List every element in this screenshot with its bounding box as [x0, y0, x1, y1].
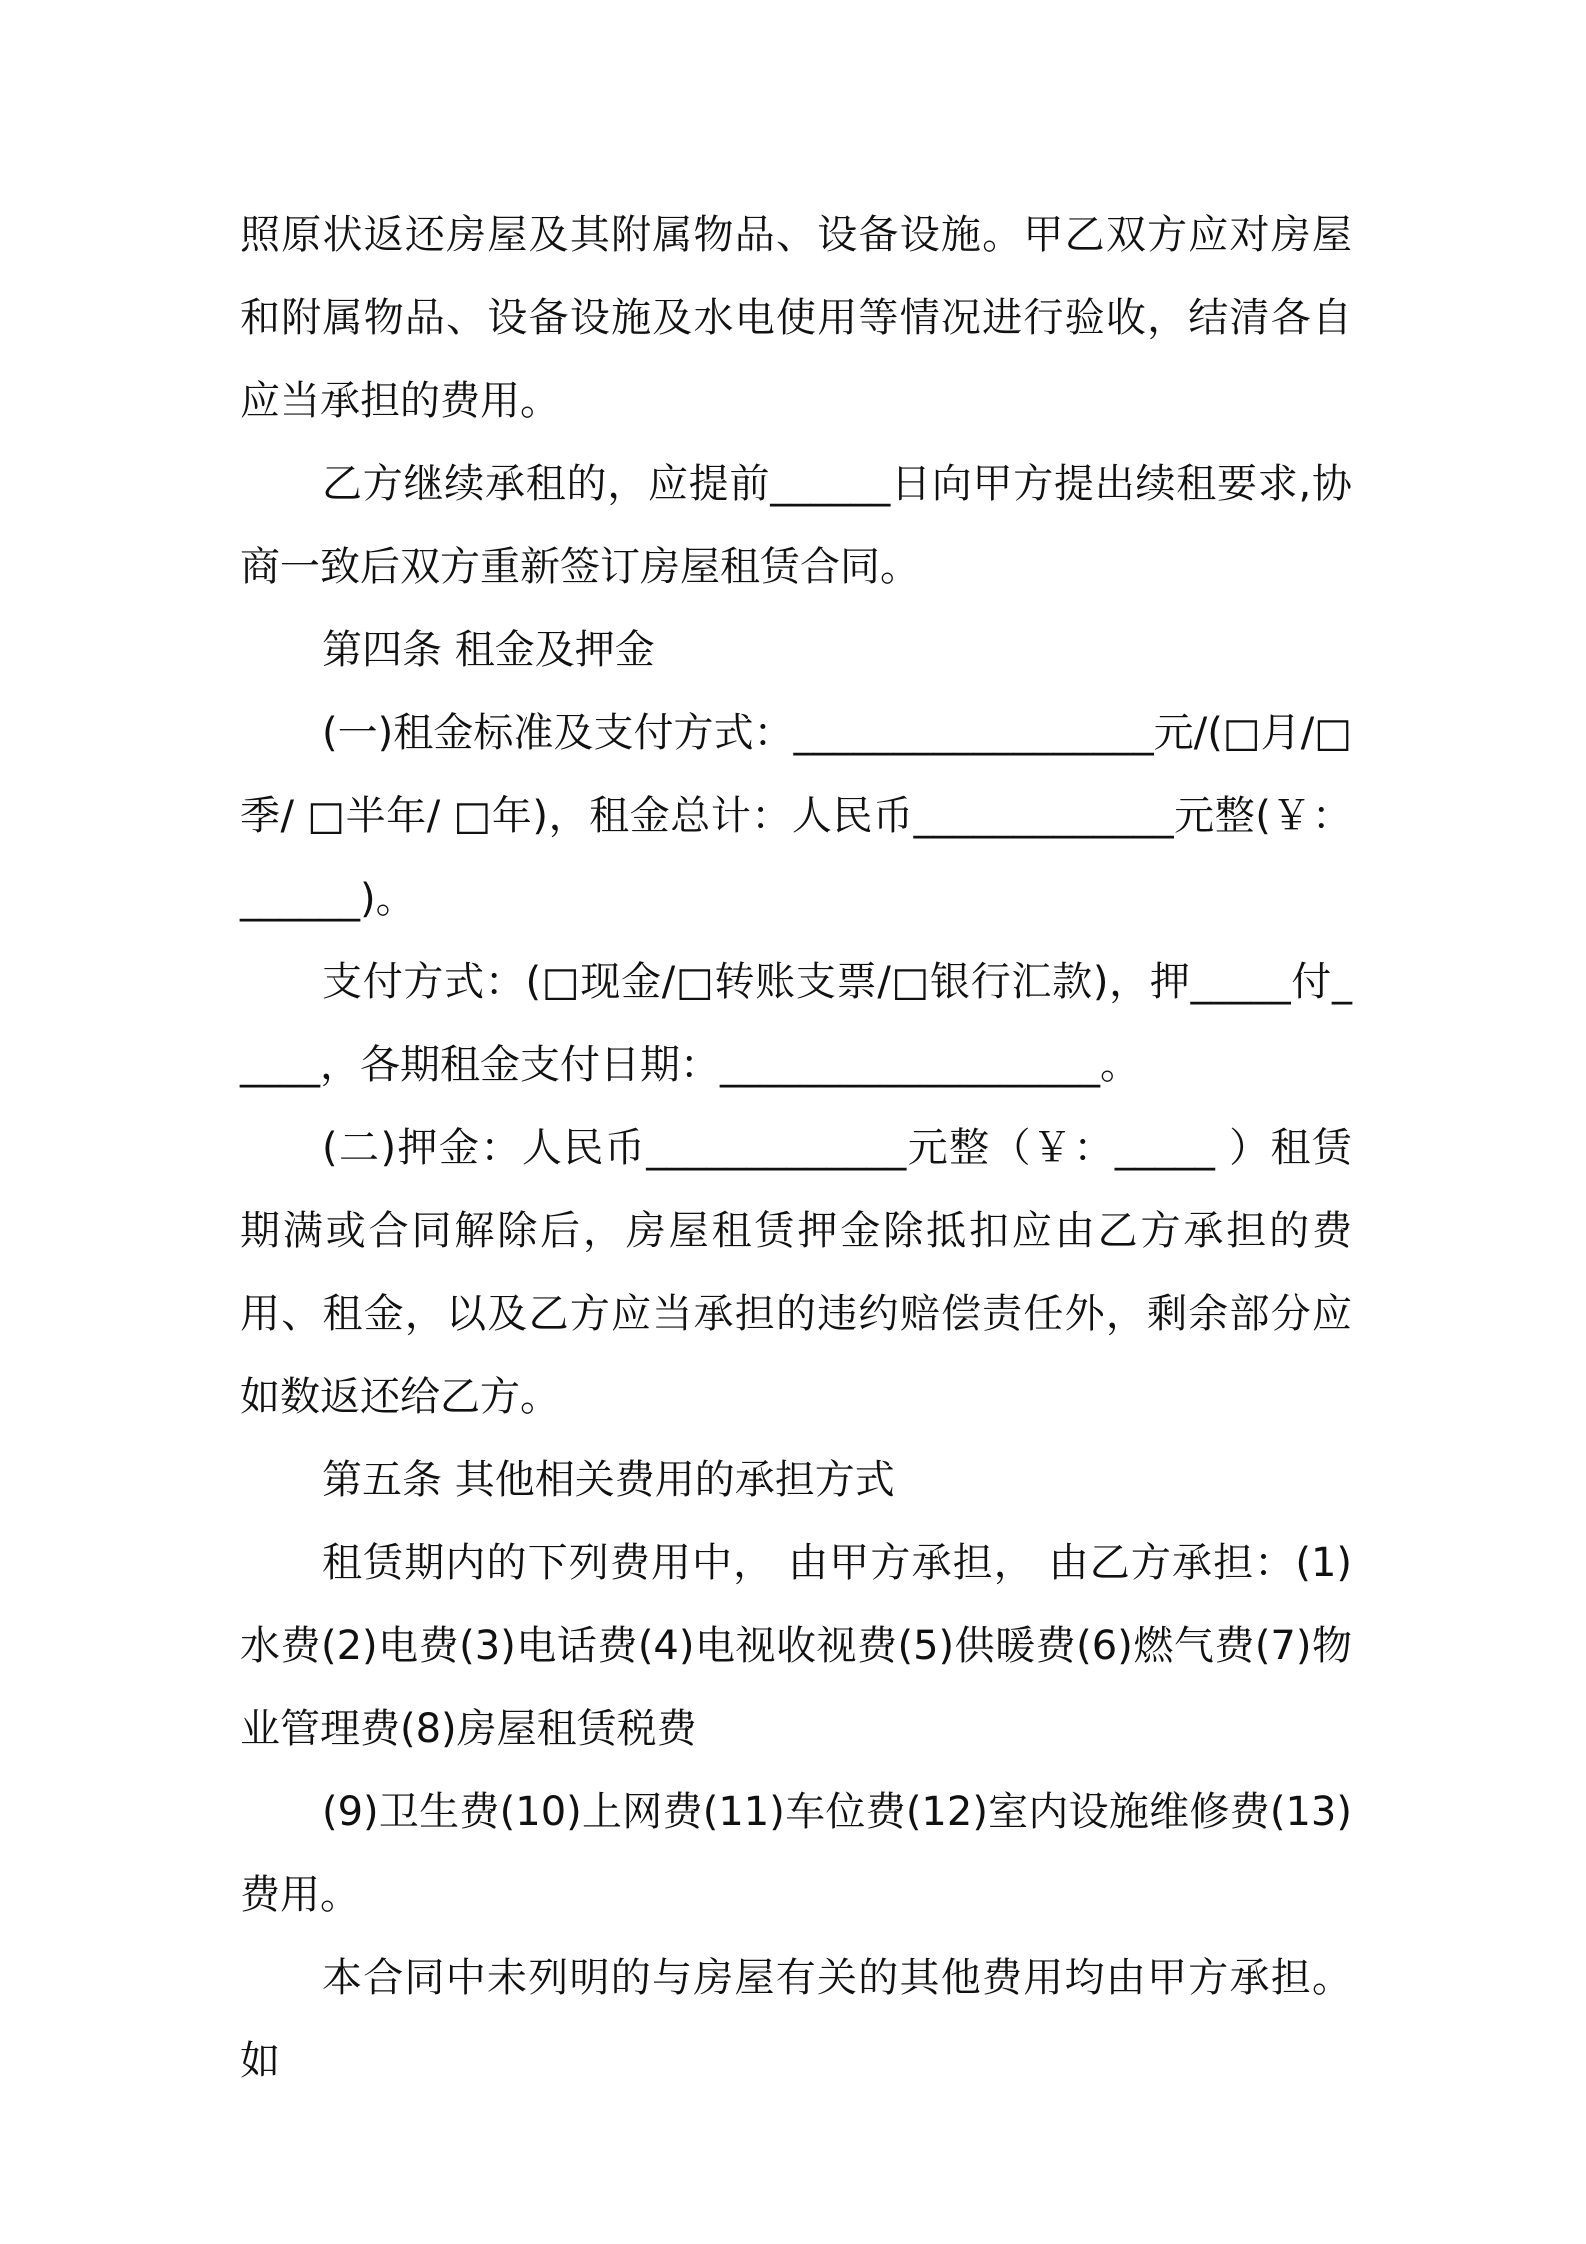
document-body: [240, 194, 1352, 2103]
section-heading-article-5: 第五条 其他相关费用的承担方式: [322, 1457, 895, 1503]
paragraph-return-property: 照原状返还房屋及其附属物品、设备设施。甲乙双方应对房屋和附属物品、设备设施及水电使用等情况进行验收，结清各自应当承担的费用。: [240, 212, 1352, 424]
paragraph-rent-standard: (一)租金标准及支付方式：__________________元/(□月/□季/ □半年/ □年)，租金总计：人民币_____________元整(￥：______)。: [240, 710, 1352, 922]
paragraph-fee-list-continued: (9)卫生费(10)上网费(11)车位费(12)室内设施维修费(13)费用。: [240, 1789, 1352, 1918]
paragraph-payment-method: 支付方式：(□现金/□转账支票/□银行汇款)，押_____付_____，各期租金支付日期：___________________。: [240, 959, 1352, 1088]
paragraph-other-fees: 本合同中未列明的与房屋有关的其他费用均由甲方承担。如: [240, 1955, 1352, 2084]
paragraph-renewal: 乙方继续承租的，应提前______日向甲方提出续租要求,协商一致后双方重新签订房屋租赁合同。: [240, 461, 1352, 590]
paragraph-deposit: (二)押金：人民币_____________元整（￥：_____ ）租赁期满或合同解除后，房屋租赁押金除抵扣应由乙方承担的费用、租金，以及乙方应当承担的违约赔偿责任外，剩余部分应如数返还给乙方。: [240, 1125, 1352, 1420]
paragraph-fee-list: 租赁期内的下列费用中， 由甲方承担， 由乙方承担：(1)水费(2)电费(3)电话费(4)电视收视费(5)供暖费(6)燃气费(7)物业管理费(8)房屋租赁税费: [240, 1540, 1352, 1752]
section-heading-article-4: 第四条 租金及押金: [322, 627, 655, 673]
